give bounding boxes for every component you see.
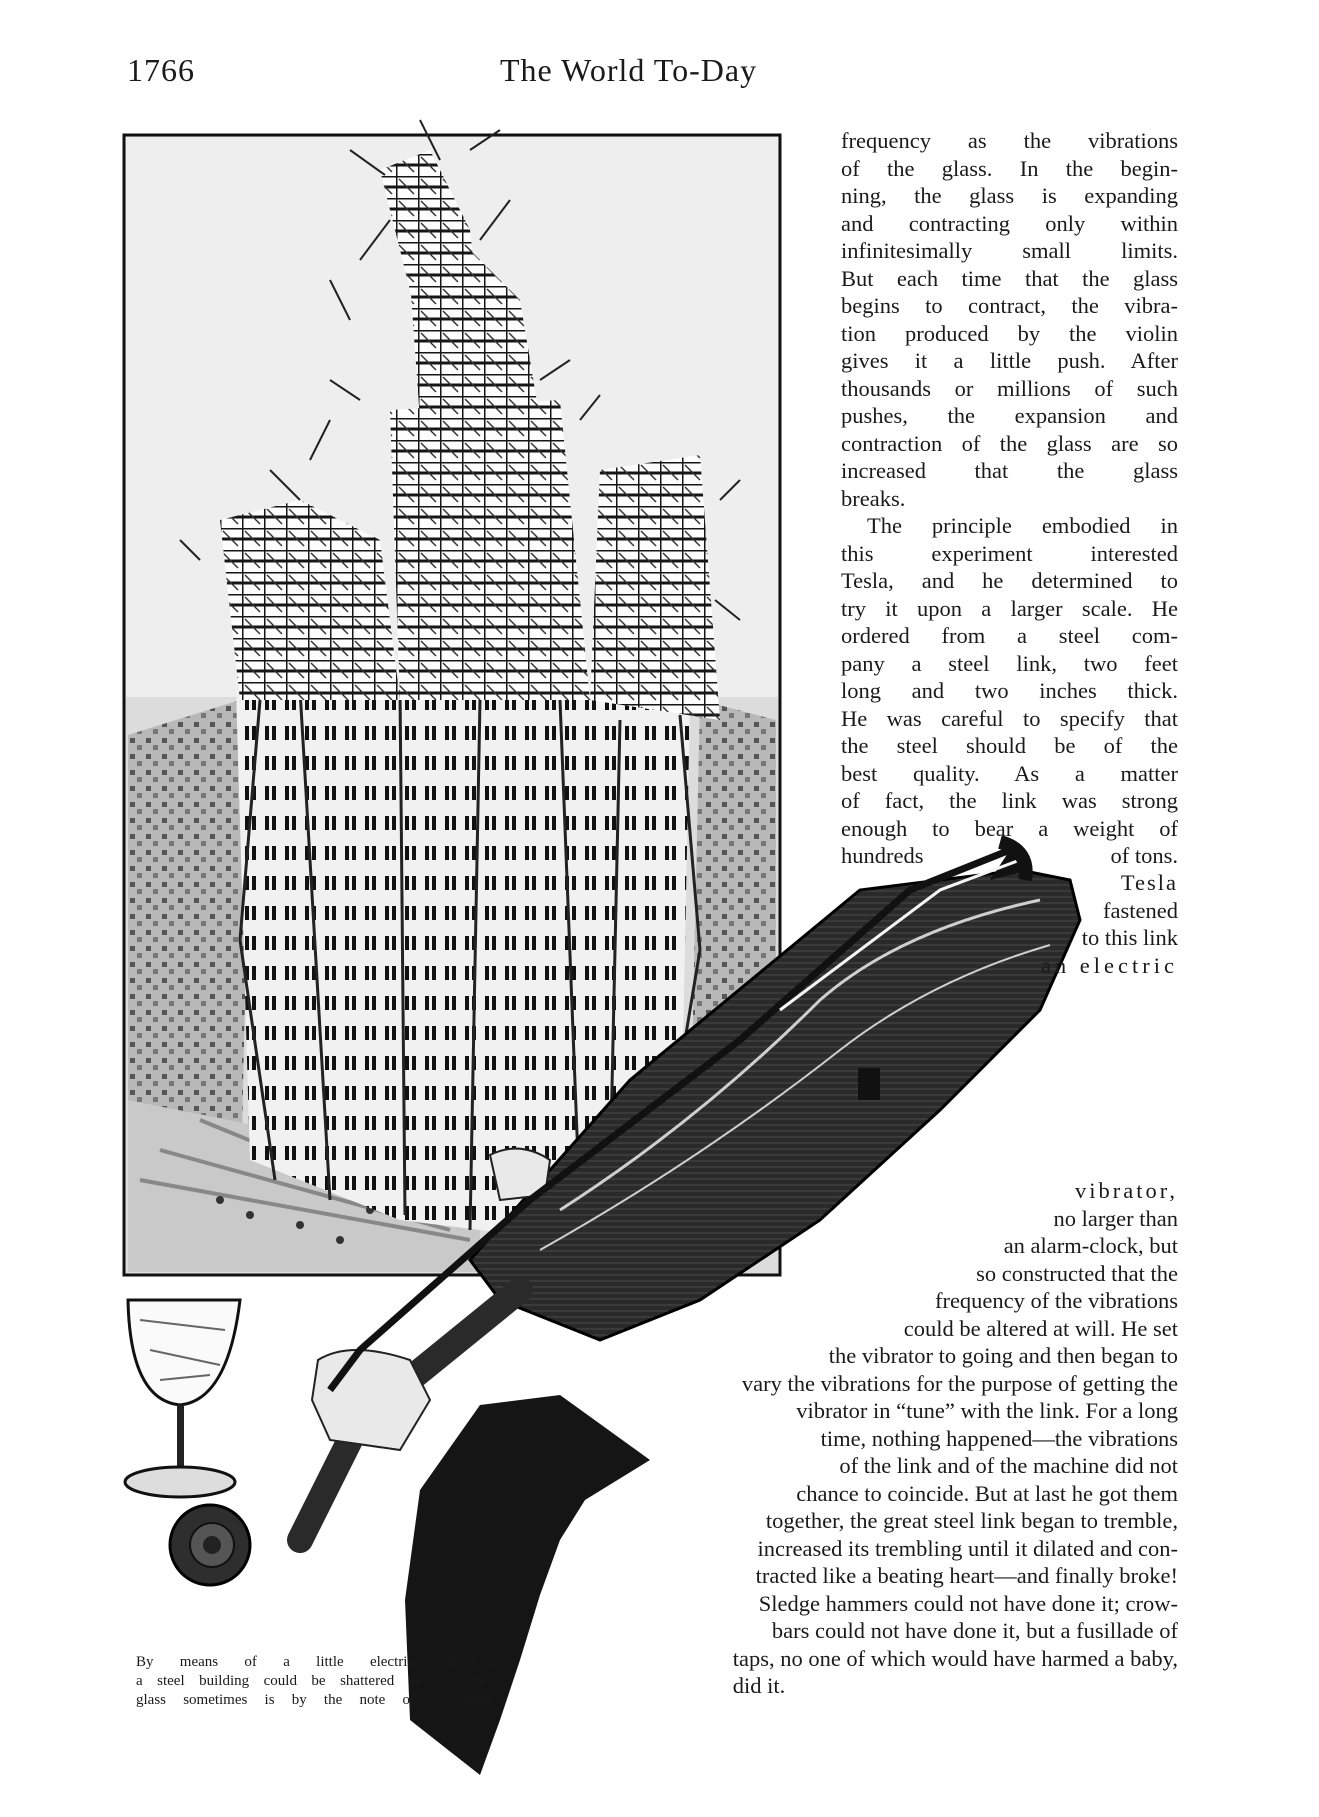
text-line: gives it a little push. After <box>841 348 1178 373</box>
text-line: vibrator in “tune” with the link. For a long <box>796 1398 1178 1423</box>
text-line: did it. <box>732 1673 786 1698</box>
text-line: of fact, the link was strong <box>841 788 1178 813</box>
text-line: bars could not have done it, but a fusillade of <box>771 1618 1178 1643</box>
wine-glass <box>125 1300 240 1497</box>
body-text-wrap-right <box>1062 842 1178 870</box>
text-line: He was careful to specify that <box>841 705 1178 731</box>
text-line: an alarm-clock, but <box>1003 1233 1178 1258</box>
text-line: frequency of the vibrations <box>934 1288 1178 1313</box>
text-line: tracted like a beating heart—and finally broke! <box>755 1563 1178 1588</box>
body-text-upper <box>841 127 1178 842</box>
text-line: the vibrator to going and then began to <box>828 1343 1178 1368</box>
text-line: of tons. <box>1110 843 1178 868</box>
text-line: an electric <box>1040 952 1178 978</box>
text-line: of the glass. In the begin- <box>841 155 1178 181</box>
text-line: taps, no one of which would have harmed a baby, <box>732 1645 1178 1671</box>
text-line: increased its trembling until it dilated and con- <box>757 1535 1178 1561</box>
text-line: chance to coincide. But at last he got them <box>796 1480 1178 1506</box>
text-line: begins to contract, the vibra- <box>841 293 1178 318</box>
text-line: this experiment interested <box>841 540 1178 566</box>
text-line: enough to bear a weight of <box>841 815 1178 841</box>
caption-line: a steel building could be shattered as a wine- <box>136 1673 491 1689</box>
text-line: pushes, the expansion and <box>841 403 1178 428</box>
text-line: the steel should be of the <box>841 733 1178 758</box>
text-line: best quality. As a matter <box>841 760 1178 786</box>
text-line: tion produced by the violin <box>841 320 1178 346</box>
text-line: and contracting only within <box>841 210 1178 236</box>
text-line: vibrator, <box>1075 1178 1178 1203</box>
text-line: ordered from a steel com- <box>841 623 1178 648</box>
text-line: to this link <box>1081 925 1178 950</box>
text-line: together, the great steel link began to tremble, <box>765 1508 1178 1533</box>
caption-line: glass sometimes is by the note of a violin <box>136 1692 491 1708</box>
text-line: infinitesimally small limits. <box>841 238 1178 263</box>
text-line: so constructed that the <box>976 1260 1178 1286</box>
text-line: Tesla <box>1120 870 1178 895</box>
text-line: Tesla, and he determined to <box>841 568 1178 593</box>
text-line: But each time that the glass <box>841 265 1178 291</box>
text-line: no larger than <box>1053 1205 1178 1231</box>
text-line: of the link and of the machine did not <box>839 1453 1178 1478</box>
text-line: vary the vibrations for the purpose of getting the <box>741 1370 1178 1396</box>
text-line: hundreds <box>841 843 924 868</box>
text-line: Sledge hammers could not have done it; crow- <box>758 1590 1178 1616</box>
body-text-wrap-left <box>841 842 946 870</box>
text-line: long and two inches thick. <box>841 678 1178 703</box>
text-line: could be altered at will. He set <box>903 1315 1178 1341</box>
text-line: fastened <box>1103 897 1178 923</box>
text-line: contraction of the glass are so <box>841 430 1178 456</box>
text-line: ning, the glass is expanding <box>841 183 1178 208</box>
text-line: thousands or millions of such <box>841 375 1178 401</box>
text-line: The principle embodied in <box>867 513 1178 538</box>
body-text-lower <box>733 1177 1178 1700</box>
text-line: try it upon a larger scale. He <box>841 595 1178 621</box>
text-line: increased that the glass <box>841 458 1178 483</box>
text-line: frequency as the vibrations <box>841 128 1178 153</box>
figure-caption <box>136 1653 491 1710</box>
text-line: breaks. <box>841 485 906 511</box>
body-text-wrap-b <box>1041 869 1178 979</box>
text-line: pany a steel link, two feet <box>841 650 1178 676</box>
text-line: time, nothing happened—the vibrations <box>820 1425 1178 1451</box>
page-number: 1766 <box>127 52 195 88</box>
caption-line: By means of a little electric vibrator, <box>136 1654 491 1670</box>
running-title: The World To-Day <box>500 52 758 88</box>
